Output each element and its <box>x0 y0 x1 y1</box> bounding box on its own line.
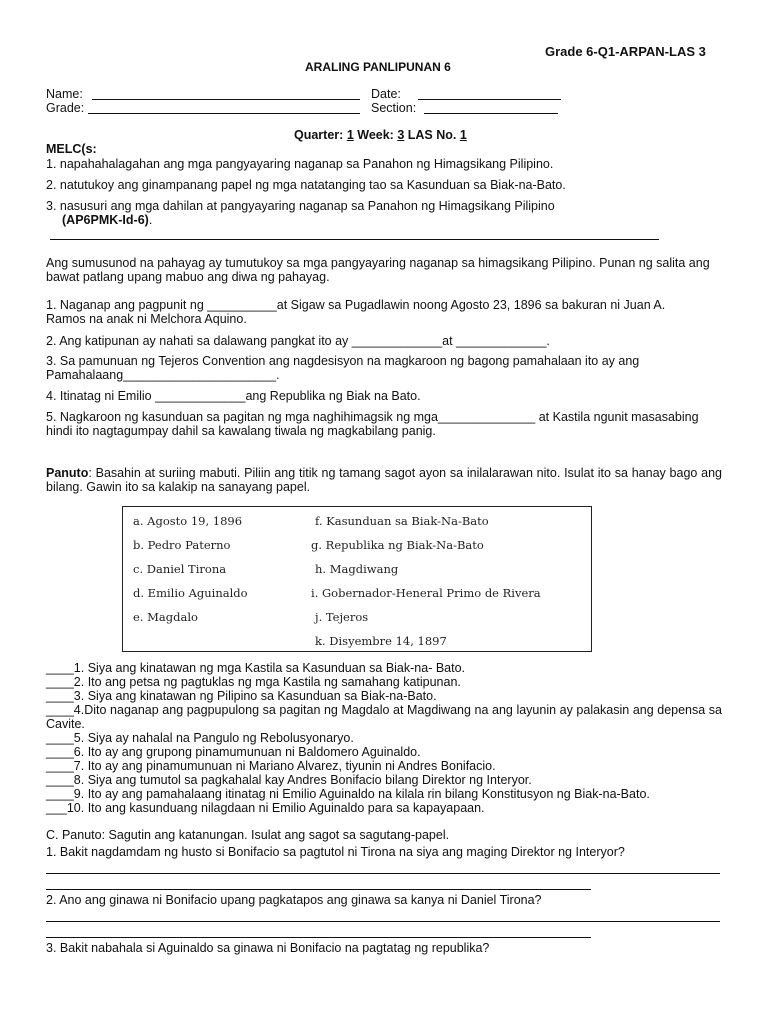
choice-a: a. Agosto 19, 1896 <box>133 514 243 528</box>
part-b-item: ____3. Siya ang kinatawan ng Pilipino sa Kasunduan sa Biak-na-Bato. <box>46 689 437 703</box>
part-b-item: ____5. Siya ay nahalal na Pangulo ng Rebolusyonaryo. <box>46 731 354 745</box>
date-field[interactable] <box>418 99 561 100</box>
part-b-item: ___10. Ito ang kasunduang nilagdaan ni Emilio Aguinaldo para sa kapayapaan. <box>46 801 485 815</box>
part-c-instructions: C. Panuto: Sagutin ang katanungan. Isulat ang sagot sa sagutang-papel. <box>46 828 450 842</box>
date-label: Date: <box>371 87 401 101</box>
quarter-value: 1 <box>346 128 354 142</box>
melc-code-line <box>62 213 152 227</box>
quarter-label: Quarter: <box>294 128 344 142</box>
part-b-item: ____2. Ito ang petsa ng pagtuklas ng mga Kastila ng samahang katipunan. <box>46 675 461 689</box>
section-label: Section: <box>371 101 417 115</box>
grade-label: Grade: <box>46 101 85 115</box>
part-a-item: 3. Sa pamunuan ng Tejeros Convention ang nagdesisyon na magkaroon ng bagong pamahalaan ito ay ang Pamahalaang______________________. <box>46 354 640 382</box>
part-c-question: 3. Bakit nabahala si Aguinaldo sa ginawa ni Bonifacio na pagtatag ng republika? <box>46 941 490 955</box>
choice-j: j. Tejeros <box>315 610 369 624</box>
part-b-label: Panuto <box>46 466 89 480</box>
answer-line[interactable] <box>46 937 591 938</box>
name-label: Name: <box>46 87 83 101</box>
choice-d: d. Emilio Aguinaldo <box>133 586 248 600</box>
part-b-item: ____8. Siya ang tumutol sa pagkahalal kay Andres Bonifacio bilang Direktor ng Interyor. <box>46 773 532 787</box>
section-divider <box>50 239 659 240</box>
part-b-item: ____7. Ito ay ang pinamumunuan ni Mariano Alvarez, tiyunin ni Andres Bonifacio. <box>46 759 496 773</box>
melc-item: 2. natutukoy ang ginampanang papel ng mga natatanging tao sa Kasunduan sa Biak-na-Bato. <box>46 178 566 192</box>
section-field[interactable] <box>424 113 558 114</box>
part-a-item: 4. Itinatag ni Emilio _____________ang Republika ng Biak na Bato. <box>46 389 421 403</box>
quarter-line <box>294 128 467 142</box>
answer-line[interactable] <box>46 873 720 874</box>
melc-code: (AP6PMK-Id-6) <box>62 213 149 227</box>
name-field[interactable] <box>92 99 360 100</box>
melc-title: MELC(s: <box>46 142 97 156</box>
answer-line[interactable] <box>46 921 720 922</box>
choice-h: h. Magdiwang <box>315 562 399 576</box>
part-a-item: 5. Nagkaroon ng kasunduan sa pagitan ng mga naghihimagsik ng mga______________ at Kastila ngunit masasabing hindi ito nagtagumpay dahil sa kawalang tiwala ng magkabilang panig. <box>46 410 699 438</box>
choice-c: c. Daniel Tirona <box>133 562 227 576</box>
part-c-question: 1. Bakit nagdamdam ng husto si Bonifacio sa pagtutol ni Tirona na siya ang maging Direktor ng Interyor? <box>46 845 625 859</box>
part-b-item: ____4.Dito naganap ang pagpupulong sa pagitan ng Magdalo at Magdiwang na ang layunin ay palakasin ang depensa sa Cavite. <box>46 703 722 731</box>
melc-item: 1. napahahalagahan ang mga pangyayaring naganap sa Panahon ng Himagsikang Pilipino. <box>46 157 554 171</box>
grade-field[interactable] <box>88 113 360 114</box>
choice-i: i. Gobernador-Heneral Primo de Rivera <box>311 586 541 600</box>
choice-e: e. Magdalo <box>133 610 198 624</box>
grade-code: Grade 6-Q1-ARPAN-LAS 3 <box>545 44 706 59</box>
week-label: Week: <box>357 128 394 142</box>
choice-b: b. Pedro Paterno <box>133 538 231 552</box>
choices-box <box>122 506 592 652</box>
choice-f: f. Kasunduan sa Biak-Na-Bato <box>315 514 489 528</box>
subject-title: ARALING PANLIPUNAN 6 <box>305 60 451 74</box>
part-a-item: 2. Ang katipunan ay nahati sa dalawang pangkat ito ay _____________at _____________. <box>46 334 550 348</box>
week-value: 3 <box>397 128 405 142</box>
part-b-item: ____9. Ito ay ang pamahalaang itinatag ni Emilio Aguinaldo na kilala rin bilang Konstitusyon ng Biak-na-Bato. <box>46 787 650 801</box>
las-label: LAS No. <box>407 128 457 142</box>
answer-line[interactable] <box>46 889 591 890</box>
choice-k: k. Disyembre 14, 1897 <box>315 634 447 648</box>
melc-item: 3. nasusuri ang mga dahilan at pangyayaring naganap sa Panahon ng Himagsikang Pilipino <box>46 199 555 213</box>
part-b-instructions-text: : Basahin at suriing mabuti. Piliin ang titik ng tamang sagot ayon sa inilalarawan nito. Isulat ito sa hanay bago ang bilang. Gawin ito sa kalakip na sanayang papel. <box>46 466 722 494</box>
part-b-item: ____1. Siya ang kinatawan ng mga Kastila sa Kasunduan sa Biak-na- Bato. <box>46 661 466 675</box>
melc-code-suffix: . <box>148 213 153 227</box>
las-value: 1 <box>459 128 467 142</box>
part-a-instructions: Ang sumusunod na pahayag ay tumutukoy sa mga pangyayaring naganap sa himagsikang Pilipino. Punan ng salita ang bawat patlang upang mabuo ang diwa ng pahayag. <box>46 256 710 284</box>
part-b-item: ____6. Ito ay ang grupong pinamumunuan ni Baldomero Aguinaldo. <box>46 745 421 759</box>
choice-g: g. Republika ng Biak-Na-Bato <box>311 538 484 552</box>
part-b-instructions <box>46 466 722 494</box>
part-c-question: 2. Ano ang ginawa ni Bonifacio upang pagkatapos ang ginawa sa kanya ni Daniel Tirona? <box>46 893 542 907</box>
part-a-item: 1. Naganap ang pagpunit ng __________at Sigaw sa Pugadlawin noong Agosto 23, 1896 sa bakuran ni Juan A. Ramos na anak ni Melchora Aquino. <box>46 298 666 326</box>
